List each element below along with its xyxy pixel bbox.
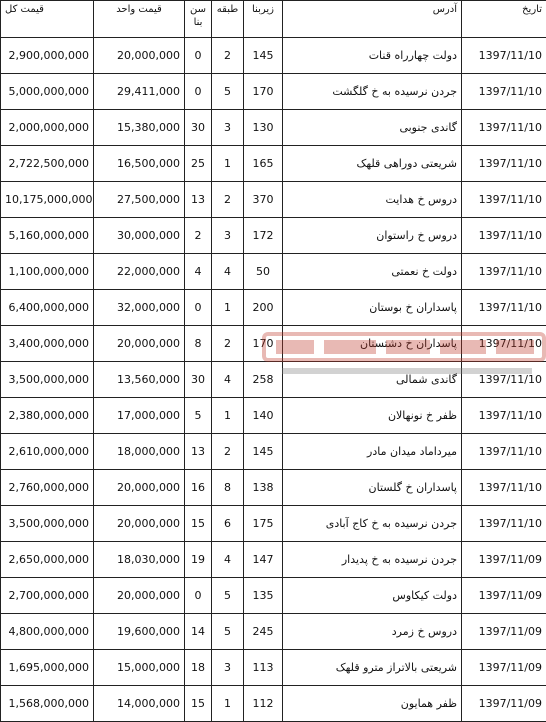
cell-total-price: 1,568,000,000 <box>1 686 94 722</box>
cell-unit-price: 27,500,000 <box>94 182 185 218</box>
cell-area: 145 <box>244 38 283 74</box>
cell-floor: 3 <box>212 110 244 146</box>
table-row <box>1 182 546 218</box>
cell-building-age: 0 <box>185 38 212 74</box>
cell-total-price: 2,650,000,000 <box>1 542 94 578</box>
cell-unit-price: 20,000,000 <box>94 38 185 74</box>
cell-area: 165 <box>244 146 283 182</box>
cell-area: 170 <box>244 74 283 110</box>
cell-total-price: 2,000,000,000 <box>1 110 94 146</box>
cell-floor: 4 <box>212 362 244 398</box>
cell-address: شریعتی بالاتراز مترو قلهک <box>283 650 462 686</box>
cell-floor: 5 <box>212 614 244 650</box>
cell-address: جردن نرسیده به خ پدیدار <box>283 542 462 578</box>
cell-unit-price: 22,000,000 <box>94 254 185 290</box>
cell-address: گاندی جنوبی <box>283 110 462 146</box>
cell-date: 1397/11/10 <box>462 110 546 146</box>
cell-total-price: 2,760,000,000 <box>1 470 94 506</box>
cell-address: میرداماد میدان مادر <box>283 434 462 470</box>
cell-address: پاسداران خ گلستان <box>283 470 462 506</box>
cell-area: 138 <box>244 470 283 506</box>
cell-building-age: 13 <box>185 182 212 218</box>
table-row <box>1 146 546 182</box>
cell-floor: 1 <box>212 686 244 722</box>
cell-building-age: 25 <box>185 146 212 182</box>
cell-area: 145 <box>244 434 283 470</box>
table-row <box>1 686 546 722</box>
cell-building-age: 0 <box>185 74 212 110</box>
cell-date: 1397/11/09 <box>462 614 546 650</box>
table-row <box>1 326 546 362</box>
cell-address: گاندی شمالی <box>283 362 462 398</box>
cell-area: 113 <box>244 650 283 686</box>
cell-area: 258 <box>244 362 283 398</box>
cell-building-age: 15 <box>185 506 212 542</box>
cell-floor: 4 <box>212 254 244 290</box>
cell-unit-price: 17,000,000 <box>94 398 185 434</box>
cell-floor: 5 <box>212 74 244 110</box>
cell-unit-price: 13,560,000 <box>94 362 185 398</box>
cell-date: 1397/11/09 <box>462 578 546 614</box>
cell-unit-price: 20,000,000 <box>94 578 185 614</box>
table-row <box>1 74 546 110</box>
cell-area: 245 <box>244 614 283 650</box>
cell-total-price: 3,500,000,000 <box>1 362 94 398</box>
cell-unit-price: 18,000,000 <box>94 434 185 470</box>
cell-total-price: 2,722,500,000 <box>1 146 94 182</box>
cell-floor: 3 <box>212 650 244 686</box>
cell-building-age: 30 <box>185 110 212 146</box>
cell-total-price: 3,500,000,000 <box>1 506 94 542</box>
cell-building-age: 18 <box>185 650 212 686</box>
table-row <box>1 470 546 506</box>
cell-date: 1397/11/09 <box>462 686 546 722</box>
cell-building-age: 2 <box>185 218 212 254</box>
table-row <box>1 650 546 686</box>
cell-floor: 1 <box>212 290 244 326</box>
cell-unit-price: 18,030,000 <box>94 542 185 578</box>
table-row <box>1 254 546 290</box>
table-row <box>1 290 546 326</box>
cell-floor: 2 <box>212 38 244 74</box>
cell-address: شریعتی دوراهی قلهک <box>283 146 462 182</box>
cell-area: 175 <box>244 506 283 542</box>
header-building-age: سن بنا <box>185 1 212 38</box>
cell-date: 1397/11/10 <box>462 146 546 182</box>
cell-unit-price: 14,000,000 <box>94 686 185 722</box>
cell-total-price: 4,800,000,000 <box>1 614 94 650</box>
cell-floor: 2 <box>212 434 244 470</box>
cell-date: 1397/11/09 <box>462 650 546 686</box>
cell-total-price: 5,000,000,000 <box>1 74 94 110</box>
cell-unit-price: 20,000,000 <box>94 326 185 362</box>
cell-building-age: 0 <box>185 578 212 614</box>
cell-area: 50 <box>244 254 283 290</box>
cell-unit-price: 16,500,000 <box>94 146 185 182</box>
cell-address: دولت چهارراه قنات <box>283 38 462 74</box>
cell-date: 1397/11/10 <box>462 506 546 542</box>
cell-unit-price: 19,600,000 <box>94 614 185 650</box>
table-row <box>1 506 546 542</box>
table-row <box>1 218 546 254</box>
cell-unit-price: 15,380,000 <box>94 110 185 146</box>
table-row <box>1 38 546 74</box>
cell-total-price: 5,160,000,000 <box>1 218 94 254</box>
cell-building-age: 5 <box>185 398 212 434</box>
cell-total-price: 1,695,000,000 <box>1 650 94 686</box>
cell-date: 1397/11/10 <box>462 254 546 290</box>
cell-building-age: 30 <box>185 362 212 398</box>
header-total-price: قیمت کل <box>1 1 94 38</box>
table-row <box>1 434 546 470</box>
cell-address: پاسداران خ دشتستان <box>283 326 462 362</box>
cell-floor: 5 <box>212 578 244 614</box>
cell-building-age: 4 <box>185 254 212 290</box>
cell-address: ظفر خ نونهالان <box>283 398 462 434</box>
cell-total-price: 10,175,000,000 <box>1 182 94 218</box>
cell-floor: 2 <box>212 182 244 218</box>
cell-address: ظفر همایون <box>283 686 462 722</box>
cell-building-age: 13 <box>185 434 212 470</box>
table-row <box>1 110 546 146</box>
cell-total-price: 2,900,000,000 <box>1 38 94 74</box>
cell-total-price: 1,100,000,000 <box>1 254 94 290</box>
cell-unit-price: 20,000,000 <box>94 506 185 542</box>
cell-floor: 6 <box>212 506 244 542</box>
cell-area: 135 <box>244 578 283 614</box>
cell-area: 147 <box>244 542 283 578</box>
cell-total-price: 2,700,000,000 <box>1 578 94 614</box>
cell-total-price: 6,400,000,000 <box>1 290 94 326</box>
cell-date: 1397/11/09 <box>462 542 546 578</box>
cell-building-age: 14 <box>185 614 212 650</box>
header-row <box>1 1 546 38</box>
cell-area: 172 <box>244 218 283 254</box>
cell-area: 112 <box>244 686 283 722</box>
cell-area: 130 <box>244 110 283 146</box>
cell-total-price: 3,400,000,000 <box>1 326 94 362</box>
cell-address: جردن نرسیده به خ گلگشت <box>283 74 462 110</box>
cell-date: 1397/11/10 <box>462 290 546 326</box>
table-row <box>1 362 546 398</box>
cell-address: پاسداران خ بوستان <box>283 290 462 326</box>
table-row <box>1 614 546 650</box>
cell-floor: 1 <box>212 398 244 434</box>
cell-total-price: 2,610,000,000 <box>1 434 94 470</box>
cell-unit-price: 29,411,000 <box>94 74 185 110</box>
cell-total-price: 2,380,000,000 <box>1 398 94 434</box>
cell-unit-price: 20,000,000 <box>94 470 185 506</box>
table-row <box>1 542 546 578</box>
table-row <box>1 398 546 434</box>
cell-area: 200 <box>244 290 283 326</box>
cell-date: 1397/11/10 <box>462 398 546 434</box>
cell-building-age: 15 <box>185 686 212 722</box>
cell-date: 1397/11/10 <box>462 434 546 470</box>
cell-address: جردن نرسیده به خ کاج آبادی <box>283 506 462 542</box>
header-area: زیربنا <box>244 1 283 38</box>
cell-area: 370 <box>244 182 283 218</box>
cell-address: دولت کیکاوس <box>283 578 462 614</box>
header-floor: طبقه <box>212 1 244 38</box>
cell-date: 1397/11/10 <box>462 470 546 506</box>
header-address: آدرس <box>283 1 462 38</box>
table-row <box>1 578 546 614</box>
cell-address: دولت خ نعمتی <box>283 254 462 290</box>
header-unit-price: قیمت واحد <box>94 1 185 38</box>
cell-date: 1397/11/10 <box>462 182 546 218</box>
cell-floor: 1 <box>212 146 244 182</box>
cell-address: دروس خ هدایت <box>283 182 462 218</box>
cell-date: 1397/11/10 <box>462 218 546 254</box>
cell-address: دروس خ زمرد <box>283 614 462 650</box>
table-header <box>1 1 546 38</box>
cell-building-age: 16 <box>185 470 212 506</box>
cell-area: 140 <box>244 398 283 434</box>
cell-building-age: 0 <box>185 290 212 326</box>
cell-date: 1397/11/10 <box>462 326 546 362</box>
cell-date: 1397/11/10 <box>462 362 546 398</box>
cell-building-age: 8 <box>185 326 212 362</box>
cell-unit-price: 15,000,000 <box>94 650 185 686</box>
cell-unit-price: 32,000,000 <box>94 290 185 326</box>
cell-area: 170 <box>244 326 283 362</box>
cell-floor: 3 <box>212 218 244 254</box>
cell-building-age: 19 <box>185 542 212 578</box>
cell-date: 1397/11/10 <box>462 38 546 74</box>
cell-floor: 2 <box>212 326 244 362</box>
cell-address: دروس خ راستوان <box>283 218 462 254</box>
cell-floor: 4 <box>212 542 244 578</box>
cell-floor: 8 <box>212 470 244 506</box>
cell-unit-price: 30,000,000 <box>94 218 185 254</box>
cell-date: 1397/11/10 <box>462 74 546 110</box>
header-date: تاریخ <box>462 1 546 38</box>
table-body <box>1 38 546 722</box>
